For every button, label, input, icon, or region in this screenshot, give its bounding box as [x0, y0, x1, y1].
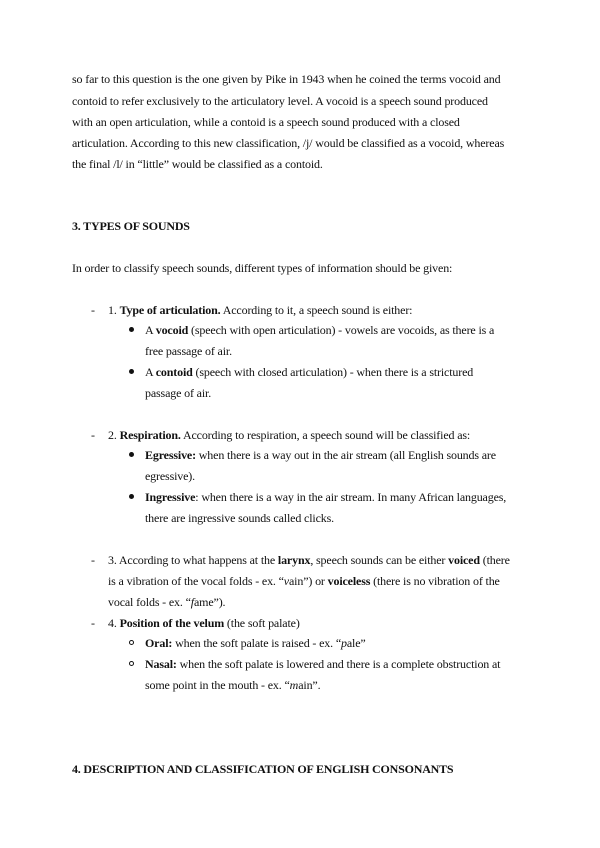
item-4-sub-1-end: ale” [346, 636, 366, 650]
item-2-text: According to respiration, a speech sound will be classified as: [180, 428, 471, 442]
item-3-l3a: vocal folds - ex. “ [108, 595, 191, 609]
list-dash-3: - [91, 553, 95, 567]
item-2-sub-2-text: : when there is a way in the air stream. In many African languages, [195, 490, 507, 504]
item-3-line-3 [108, 595, 225, 609]
item-3-l2v: v [283, 574, 289, 588]
item-4-sub-2-term: Nasal: [145, 657, 177, 671]
item-3-text-3: (there [479, 553, 510, 567]
item-3-text-1: 3. According to what happens at the [108, 553, 278, 567]
item-3-l2c: (there is no vibration of the [370, 574, 500, 588]
item-4-sub-1-p: p [341, 636, 347, 650]
intro-line-1: so far to this question is the one given by Pike in 1943 when he coined the terms vocoid and [72, 72, 501, 86]
item-1-sub-2-prefix: A [145, 365, 156, 379]
section-4-heading: 4. DESCRIPTION AND CLASSIFICATION OF ENGLISH CONSONANTS [72, 762, 454, 776]
item-3-l3f: f [190, 595, 194, 609]
item-3-voiceless: voiceless [327, 574, 371, 588]
bullet-dot-icon [129, 452, 134, 457]
item-1-sub-2-cont: passage of air. [145, 386, 212, 400]
item-4-sub-2-cont [145, 678, 320, 692]
item-4-sub-2-cont1: some point in the mouth - ex. “ [145, 678, 290, 692]
item-1-sub-1-text: (speech with open articulation) - vowels are vocoids, as there is a [188, 323, 495, 337]
item-3-l2a: is a vibration of the vocal folds - ex. “ [108, 574, 284, 588]
item-2-number: 2. [108, 428, 117, 442]
item-1-sub-1-cont: free passage of air. [145, 344, 232, 358]
item-3-line-2 [108, 574, 500, 588]
item-1-line [108, 303, 412, 317]
item-1-sub-2 [145, 365, 473, 379]
intro-line-4: articulation. According to this new classification, /j/ would be classified as a vocoid, whereas [72, 136, 505, 150]
item-2-sub-2-cont: there are ingressive sounds called clicks. [145, 511, 334, 525]
item-4-sub-2 [145, 657, 500, 671]
intro-line-3: with an open articulation, while a contoid is a speech sound produced with a closed [72, 115, 460, 129]
intro-line-5: the final /l/ in “little” would be classified as a contoid. [72, 157, 323, 171]
item-2-sub-1-cont: egressive). [145, 469, 195, 483]
list-dash-1: - [91, 303, 95, 317]
item-4-number: 4. [108, 616, 117, 630]
item-3-l2b: ain”) or [288, 574, 328, 588]
item-1-number: 1. [108, 303, 117, 317]
item-2-sub-1-term: Egressive: [145, 448, 196, 462]
item-4-sub-1-term: Oral: [145, 636, 173, 650]
item-3-larynx: larynx [277, 553, 311, 567]
list-dash-4: - [91, 616, 95, 630]
item-3-l3b: ame”). [193, 595, 226, 609]
item-3-text-2: , speech sounds can be either [310, 553, 449, 567]
item-4-sub-1-text: when the soft palate is raised - ex. “ [172, 636, 342, 650]
list-dash-2: - [91, 428, 95, 442]
bullet-dot-icon [129, 327, 134, 332]
bullet-dot-icon [129, 494, 134, 499]
item-2-term: Respiration. [119, 428, 181, 442]
item-2-line [108, 428, 470, 442]
item-1-sub-1 [145, 323, 494, 337]
bullet-dot-icon [129, 369, 134, 374]
item-4-sub-2-text: when the soft palate is lowered and there is a complete obstruction at [176, 657, 501, 671]
item-1-sub-2-term: contoid [155, 365, 193, 379]
item-4-sub-2-cont2: ain”. [298, 678, 321, 692]
item-4-text: (the soft palate) [224, 616, 300, 630]
item-4-sub-1 [145, 636, 366, 650]
item-1-text: According to it, a speech sound is either: [220, 303, 413, 317]
item-4-line [108, 616, 300, 630]
item-1-sub-1-prefix: A [145, 323, 156, 337]
item-4-term: Position of the velum [119, 616, 225, 630]
item-2-sub-1 [145, 448, 496, 462]
item-3-line-1 [108, 553, 510, 567]
bullet-circle-icon [129, 661, 134, 666]
item-4-sub-2-m: m [289, 678, 299, 692]
item-1-term: Type of articulation. [119, 303, 221, 317]
section-3-intro: In order to classify speech sounds, different types of information should be given: [72, 261, 453, 275]
intro-line-2: contoid to refer exclusively to the articulatory level. A vocoid is a speech sound produced [72, 94, 488, 108]
item-1-sub-1-term: vocoid [155, 323, 189, 337]
item-2-sub-2-term: Ingressive [145, 490, 196, 504]
item-2-sub-2 [145, 490, 506, 504]
bullet-circle-icon [129, 640, 134, 645]
section-3-heading: 3. TYPES OF SOUNDS [72, 219, 190, 233]
item-2-sub-1-text: when there is a way out in the air stream (all English sounds are [195, 448, 496, 462]
item-3-voiced: voiced [448, 553, 480, 567]
item-1-sub-2-text: (speech with closed articulation) - when there is a strictured [192, 365, 474, 379]
